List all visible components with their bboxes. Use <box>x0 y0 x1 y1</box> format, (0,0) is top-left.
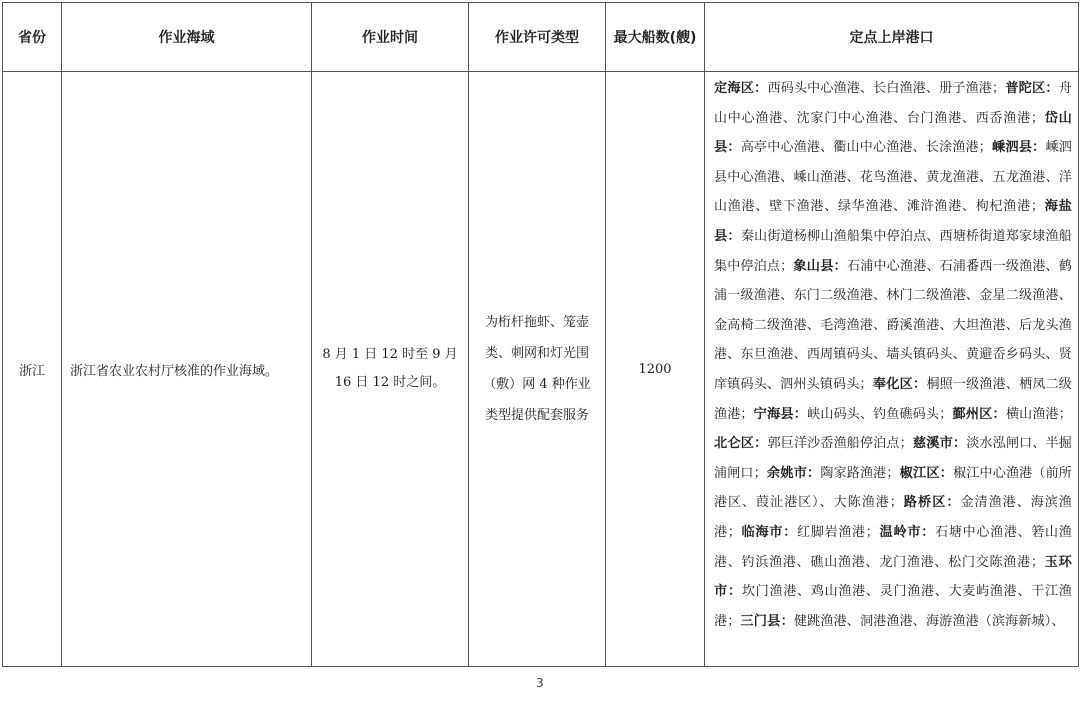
port-district-label: 余姚市： <box>766 465 821 481</box>
port-list-text: 陶家路渔港； <box>820 465 900 481</box>
cell-permit-type: 为桁杆拖虾、笼壶类、刺网和灯光围（敷）网 4 种作业类型提供配套服务 <box>469 72 606 667</box>
port-list-text: 金清渔港、海滨渔港； <box>714 495 1072 540</box>
port-list-text: 坎门渔港、鸡山渔港、灵门渔港、大麦屿渔港、干江渔港； <box>714 584 1072 629</box>
table-header-row <box>3 3 1079 72</box>
port-list-text: 郭巨洋沙岙渔船停泊点； <box>767 436 913 452</box>
cell-time: 8 月 1 日 12 时至 9 月 16 日 12 时之间。 <box>312 72 469 667</box>
page-number: 3 <box>536 676 544 690</box>
port-list-text: 高亭中心渔港、衢山中心渔港、长涂渔港； <box>740 140 992 156</box>
port-list-text: 横山渔港； <box>1005 406 1072 422</box>
cell-ports <box>705 72 1079 667</box>
port-district-label: 玉环市： <box>714 554 1072 600</box>
header-max-vessels: 最大船数(艘) <box>606 3 705 72</box>
port-list-text: 淡水泓闸口、半掘浦闸口； <box>714 436 1072 481</box>
table-row <box>3 72 1079 667</box>
header-sea-area: 作业海域 <box>62 3 312 72</box>
port-district-label: 普陀区： <box>1005 81 1059 96</box>
port-district-label: 定海区： <box>714 81 768 96</box>
port-district-label: 嵊泗县： <box>991 140 1046 156</box>
header-ports: 定点上岸港口 <box>705 3 1079 72</box>
port-list-text: 舟山中心渔港、沈家门中心渔港、台门渔港、西岙渔港； <box>714 81 1072 126</box>
port-district-label: 椒江区： <box>899 465 954 481</box>
port-list-text: 石浦中心渔港、石浦番西一级渔港、鹤浦一级渔港、东门二级渔港、林门二级渔港、金星二级渔港、金高椅二级渔港、毛湾渔港、爵溪渔港、大坦渔港、后龙头渔港、东旦渔港、西周镇码头、墙头镇码头、黄避岙乡码头、贤庠镇码头、泗州头镇码头； <box>714 258 1072 392</box>
port-district-label: 奉化区： <box>872 376 927 392</box>
port-list-text: 秦山街道杨柳山渔船集中停泊点、西塘桥街道郑家埭渔船集中停泊点； <box>714 228 1072 274</box>
port-district-label: 海盐县： <box>714 199 1072 244</box>
ports-list <box>714 74 1072 636</box>
cell-sea-area: 浙江省农业农村厅核准的作业海域。 <box>62 72 312 667</box>
fishing-permit-table <box>2 2 1079 667</box>
cell-province: 浙江 <box>3 72 62 667</box>
port-list-text: 桐照一级渔港、栖凤二级渔港； <box>714 376 1073 422</box>
port-list-text: 椒江中心渔港（前所港区、葭沚港区）、大陈渔港； <box>714 465 1072 511</box>
port-list-text: 红脚岩渔港； <box>797 524 879 540</box>
port-district-label: 路桥区： <box>902 495 961 511</box>
header-province: 省份 <box>3 3 62 72</box>
port-list-text: 峡山码头、钓鱼礁码头； <box>807 406 953 422</box>
port-list-text: 嵊泗县中心渔港、嵊山渔港、花鸟渔港、黄龙渔港、五龙渔港、洋山渔港、壁下渔港、绿华渔港、滩浒渔港、枸杞渔港； <box>714 140 1072 215</box>
port-list-text: 西码头中心渔港、长白渔港、册子渔港； <box>767 81 1006 96</box>
port-district-label: 临海市： <box>740 524 798 540</box>
port-list-text: 石塘中心渔港、箬山渔港、钓浜渔港、礁山渔港、龙门渔港、松门交陈渔港； <box>714 524 1072 570</box>
port-district-label: 慈溪市： <box>912 436 967 452</box>
port-district-label: 三门县： <box>740 613 794 629</box>
port-list-text: 健跳渔港、洞港渔港、海游渔港（滨海新城）、 <box>793 613 1065 629</box>
cell-max-vessels: 1200 <box>606 72 705 667</box>
port-district-label: 北仑区： <box>714 436 768 452</box>
port-district-label: 温岭市： <box>879 524 936 540</box>
port-district-label: 岱山县： <box>714 110 1072 156</box>
port-district-label: 象山县： <box>793 258 848 274</box>
header-time: 作业时间 <box>312 3 469 72</box>
port-district-label: 宁海县： <box>753 406 808 422</box>
header-permit-type: 作业许可类型 <box>469 3 606 72</box>
port-district-label: 鄞州区： <box>952 406 1006 422</box>
